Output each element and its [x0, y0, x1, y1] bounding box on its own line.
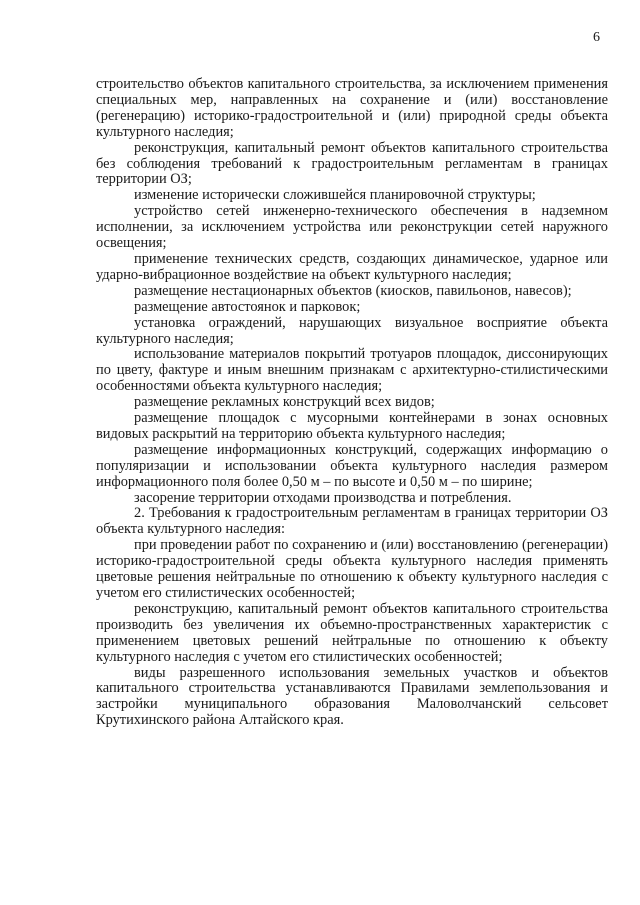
page-number: 6: [593, 30, 600, 45]
section-heading-2: 2. Требования к градостроительным регламентам в границах территории ОЗ объекта культурного наследия:: [96, 505, 608, 538]
paragraph-8: установка ограждений, нарушающих визуальное восприятие объекта культурного наследия;: [96, 314, 608, 347]
paragraph-5: применение технических средств, создающих динамическое, ударное или ударно-вибрационное воздействие на объект культурного наследия;: [96, 250, 608, 283]
paragraph-12: размещение информационных конструкций, содержащих информацию о популяризации и использовании объекта культурного наследия размером информационного поля более 0,50 м – по высоте и 0,50 м – по ширине;: [96, 441, 608, 490]
paragraph-10: размещение рекламных конструкций всех видов;: [134, 394, 435, 411]
paragraph-11: размещение площадок с мусорными контейнерами в зонах основных видовых раскрытий на территорию объекта культурного наследия;: [96, 410, 608, 442]
paragraph-3: изменение исторически сложившейся планировочной структуры;: [134, 187, 536, 204]
paragraph-1: строительство объектов капитального строительства, за исключением применения специальных мер, направленных на сохранение и (или) восстановление (регенерацию) историко-градостроительной и (или) природной среды объекта культурного наследия;: [96, 76, 608, 140]
paragraph-16: реконструкцию, капитальный ремонт объектов капитального строительства производить без увеличения их объемно-пространственных характеристик с применением цветовых решений нейтральные по отношению к объекту культурного наследия с учетом его стилистических особенностей;: [96, 600, 608, 665]
paragraph-2: реконструкция, капитальный ремонт объектов капитального строительства без соблюдения требований к градостроительным регламентам в границах территории ОЗ;: [96, 139, 608, 188]
paragraph-13: засорение территории отходами производства и потребления.: [134, 489, 512, 506]
paragraph-15: при проведении работ по сохранению и (или) восстановлению (регенерации) историко-градостроительной среды объекта культурного наследия применять цветовые решения нейтральные по отношению к объекту культурного наследия с учетом его стилистических особенностей;: [96, 537, 608, 601]
document-body: [96, 77, 608, 729]
paragraph-7: размещение автостоянок и парковок;: [134, 298, 361, 315]
paragraph-17: виды разрешенного использования земельных участков и объектов капитального строительства устанавливаются Правилами землепользования и застройки муниципального образования Маловолчанский сельсовет Крутихинского района Алтайского края.: [96, 664, 608, 729]
paragraph-4: устройство сетей инженерно-технического обеспечения в надземном исполнении, за исключением устройства или реконструкции сетей наружного освещения;: [96, 203, 608, 252]
paragraph-9: использование материалов покрытий тротуаров площадок, диссонирующих по цвету, фактуре и иным внешним признакам с архитектурно-стилистическими особенностями объекта культурного наследия;: [96, 346, 608, 395]
paragraph-6: размещение нестационарных объектов (киосков, павильонов, навесов);: [134, 282, 572, 299]
